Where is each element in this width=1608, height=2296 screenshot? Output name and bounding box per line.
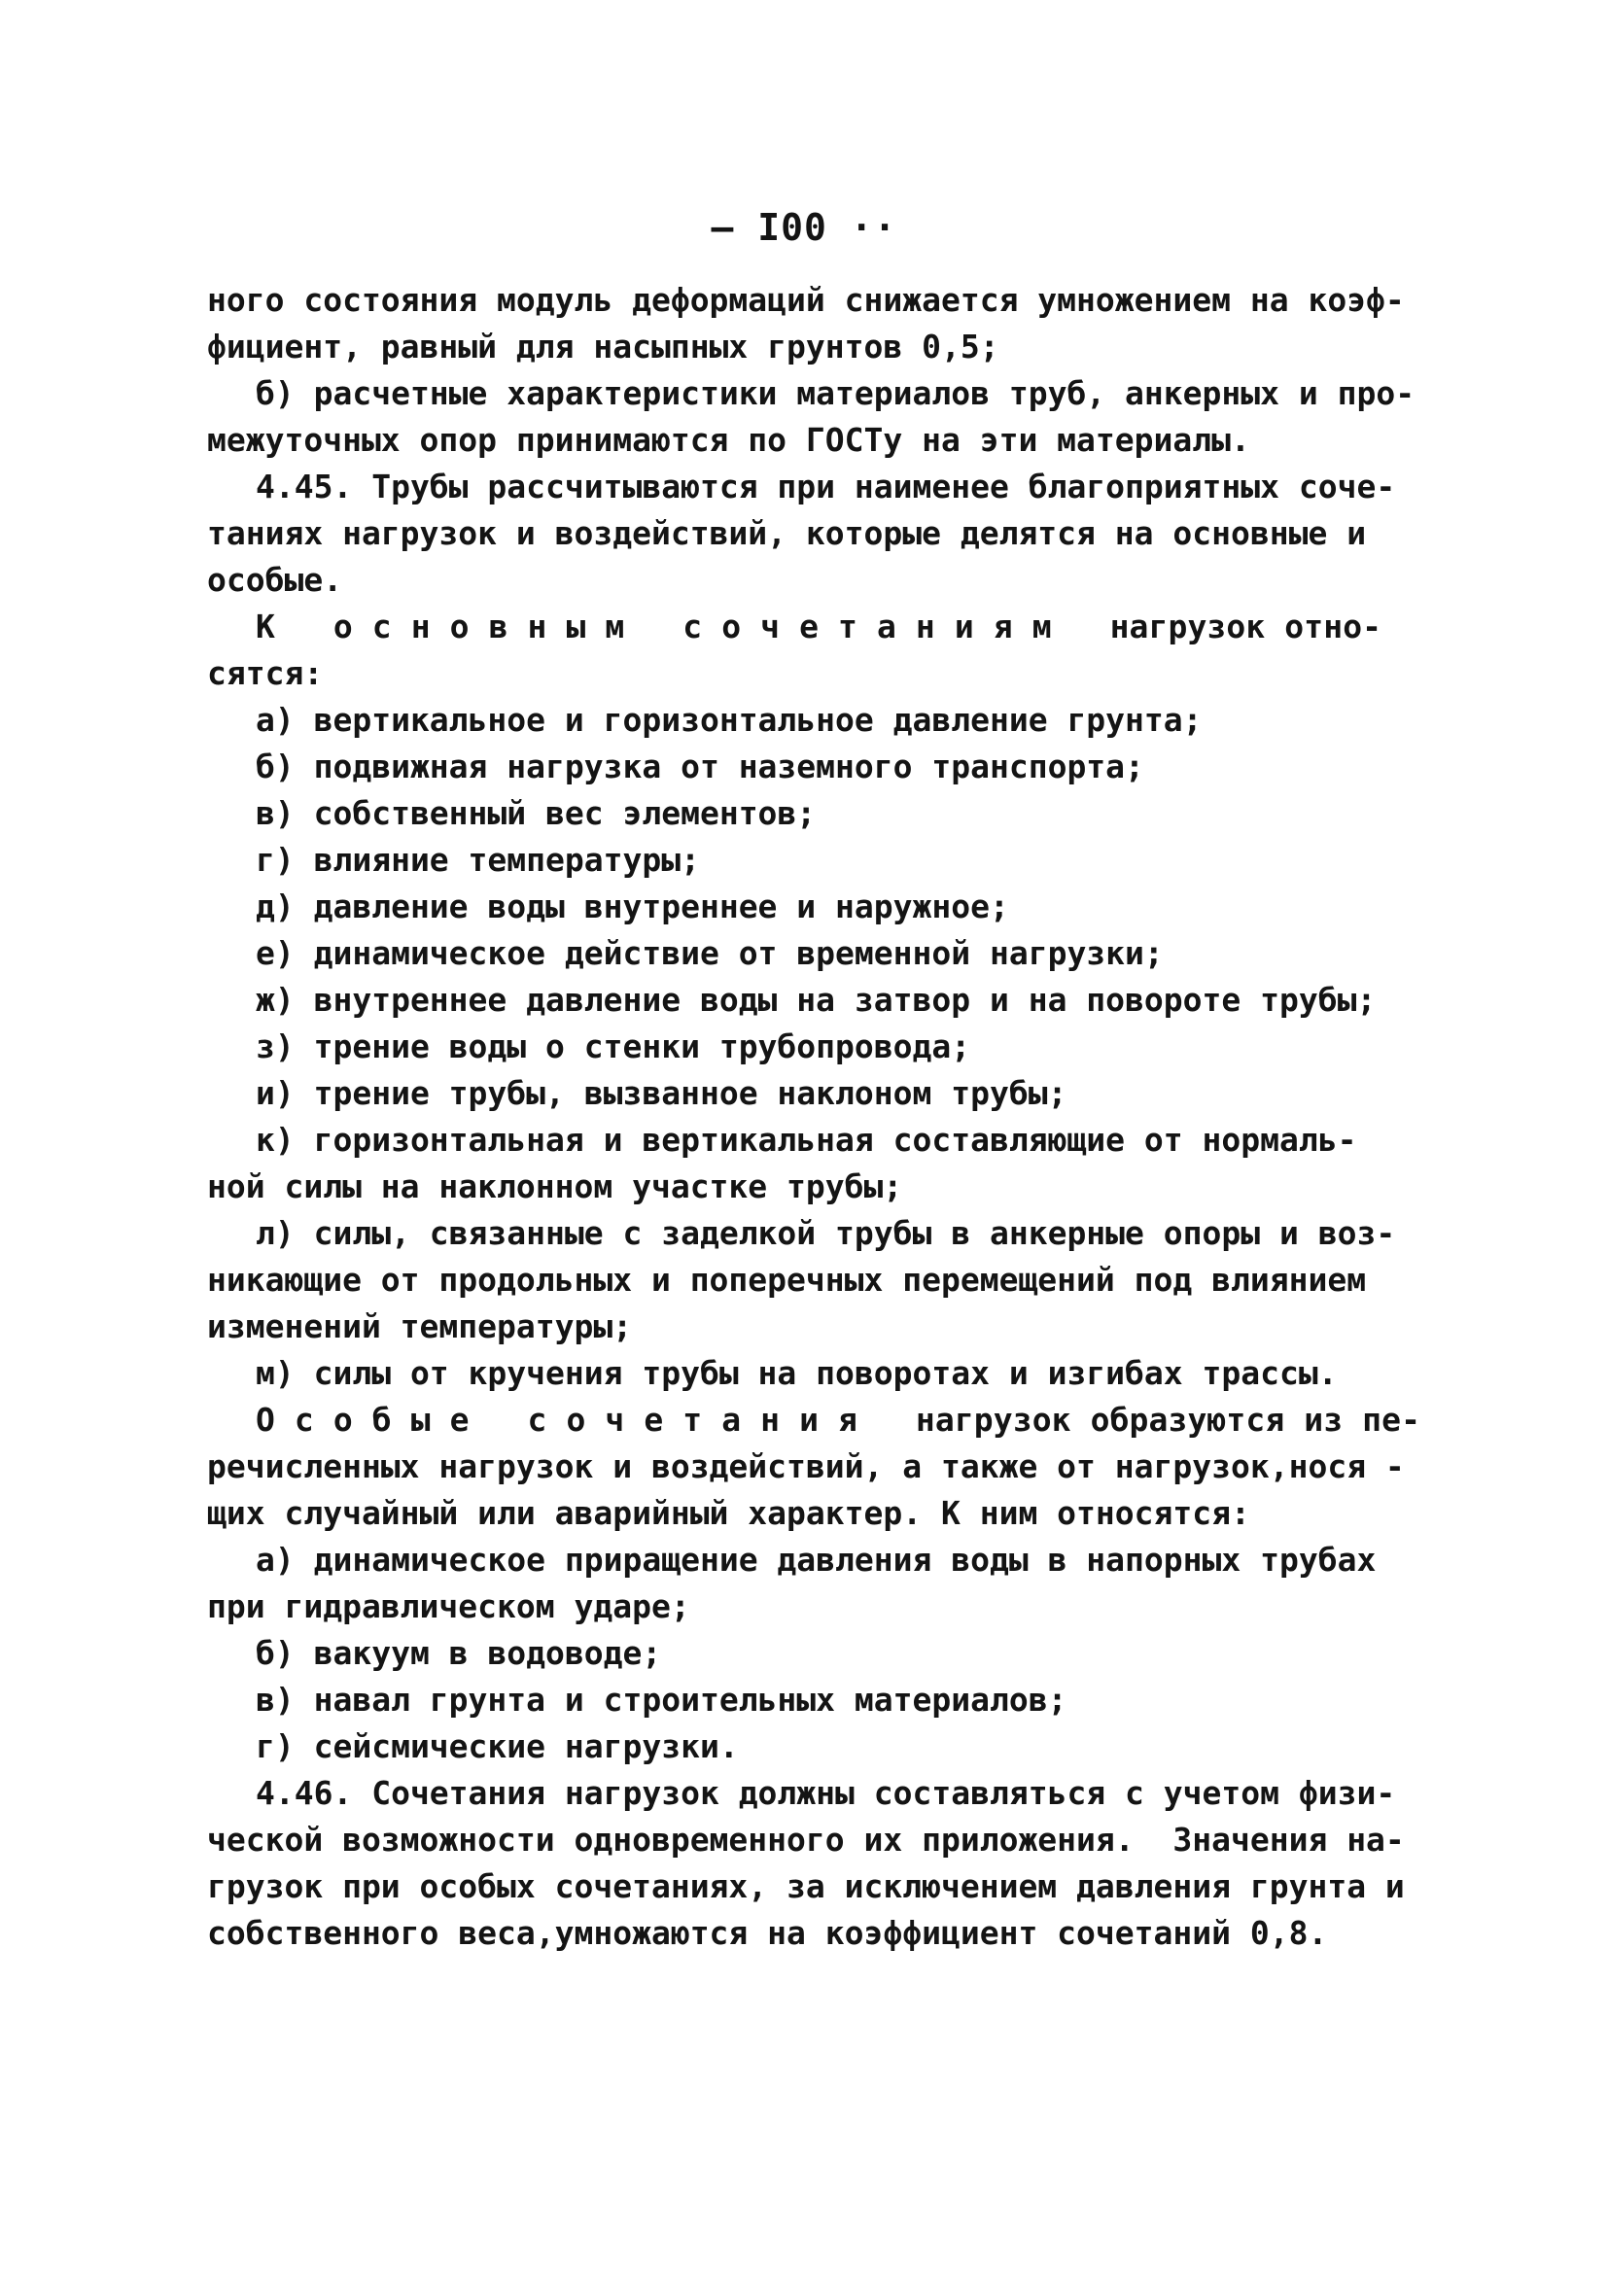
text-line: никающие от продольных и поперечных перемещений под влиянием (207, 1261, 1367, 1299)
text-line: б) расчетные характеристики материалов труб, анкерных и про- (256, 374, 1416, 412)
text-line: особые. (207, 561, 343, 599)
page-number: — I00 ·· (711, 206, 897, 249)
list-item: е) динамическое действие от временной нагрузки; (256, 934, 1164, 972)
text-line: К о с н о в н ы м с о ч е т а н и я м нагрузок отно- (256, 608, 1382, 645)
list-item: в) собственный вес элементов; (256, 794, 817, 832)
list-item: ж) внутреннее давление воды на затвор и на повороте трубы; (256, 981, 1377, 1019)
text-line: ного состояния модуль деформаций снижается умножением на коэф- (207, 281, 1405, 319)
list-item: з) трение воды о стенки трубопровода; (256, 1027, 971, 1065)
list-item: м) силы от кручения трубы на поворотах и изгибах трассы. (256, 1354, 1338, 1392)
body-text (207, 277, 1422, 1957)
list-item: б) вакуум в водоводе; (256, 1634, 662, 1672)
text-line: 4.45. Трубы рассчитываются при наименее благоприятных соче- (256, 468, 1396, 505)
list-item: а) вертикальное и горизонтальное давление грунта; (256, 701, 1203, 739)
text-line: собственного веса,умножаются на коэффициент сочетаний 0,8. (207, 1914, 1328, 1952)
list-item: и) трение трубы, вызванное наклоном трубы; (256, 1074, 1067, 1112)
text-line: ной силы на наклонном участке трубы; (207, 1167, 903, 1205)
list-item: л) силы, связанные с заделкой трубы в анкерные опоры и воз- (256, 1214, 1396, 1252)
text-line: межуточных опор принимаются по ГОСТу на эти материалы. (207, 421, 1250, 459)
text-line: ческой возможности одновременного их приложения. Значения на- (207, 1821, 1405, 1859)
list-item: к) горизонтальная и вертикальная составляющие от нормаль- (256, 1121, 1357, 1159)
text-line: О с о б ы е с о ч е т а н и я нагрузок образуются из пе- (256, 1401, 1421, 1439)
text-line: при гидравлическом ударе; (207, 1587, 690, 1625)
text-line: таниях нагрузок и воздействий, которые делятся на основные и (207, 514, 1367, 552)
list-item: г) влияние температуры; (256, 841, 700, 879)
list-item: а) динамическое приращение давления воды в напорных трубах (256, 1541, 1377, 1579)
text-line: сятся: (207, 654, 324, 692)
text-line: 4.46. Сочетания нагрузок должны составляться с учетом физи- (256, 1774, 1396, 1812)
list-item: в) навал грунта и строительных материалов; (256, 1681, 1067, 1719)
text-line: речисленных нагрузок и воздействий, а также от нагрузок,нося - (207, 1447, 1405, 1485)
list-item: д) давление воды внутреннее и наружное; (256, 887, 1009, 925)
list-item: г) сейсмические нагрузки. (256, 1727, 739, 1765)
list-item: б) подвижная нагрузка от наземного транспорта; (256, 748, 1144, 785)
text-line: изменений температуры; (207, 1307, 633, 1345)
text-line: щих случайный или аварийный характер. К ним относятся: (207, 1494, 1250, 1532)
text-line: грузок при особых сочетаниях, за исключением давления грунта и (207, 1867, 1405, 1905)
text-line: фициент, равный для насыпных грунтов 0,5; (207, 328, 999, 365)
